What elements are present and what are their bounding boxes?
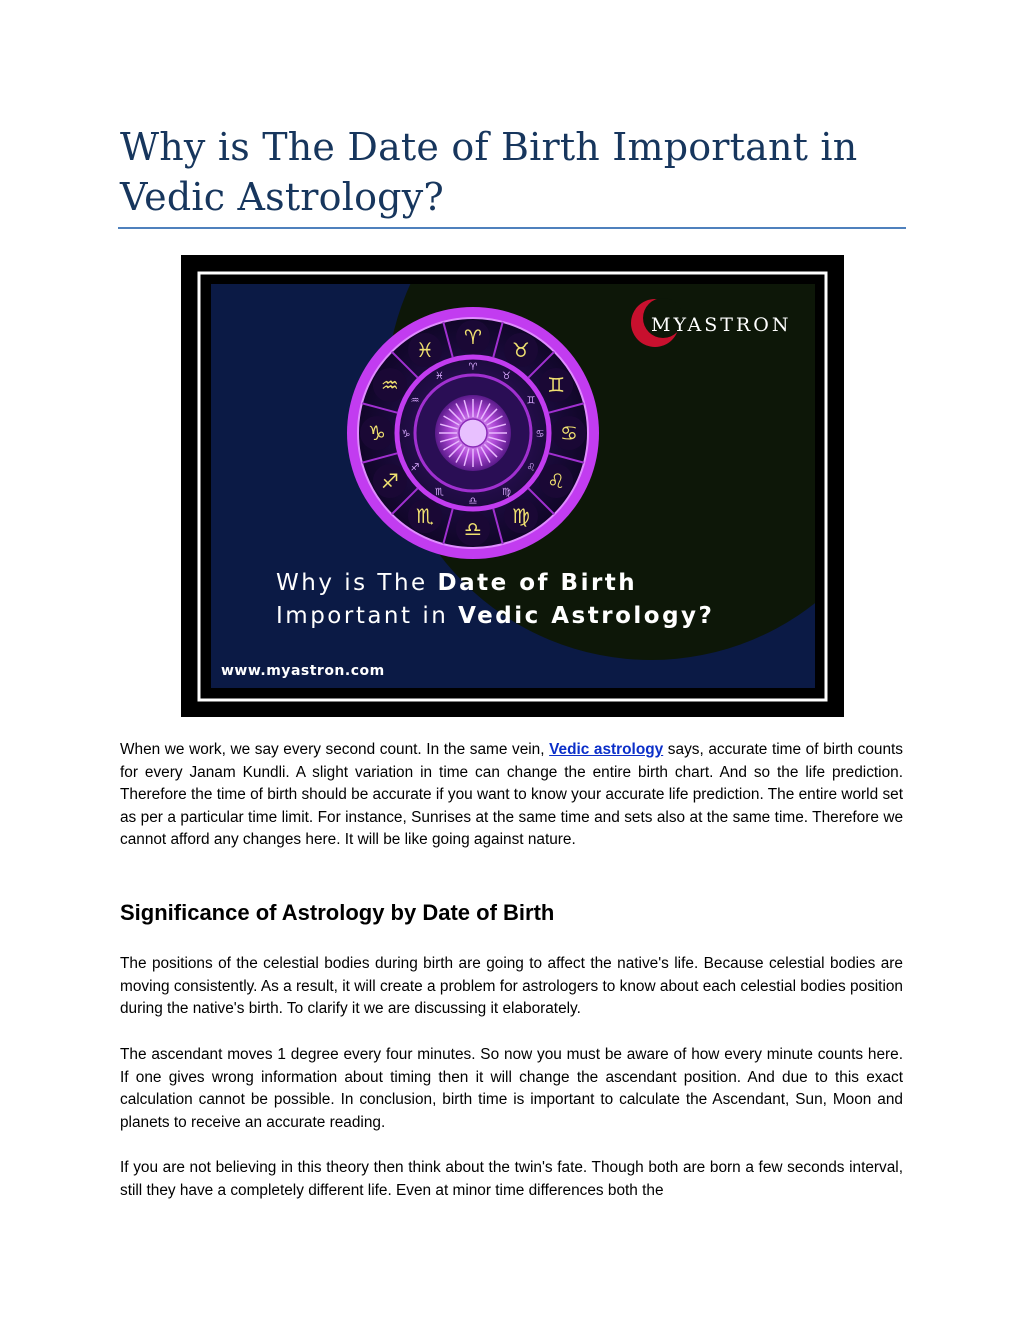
body-paragraph-2: The ascendant moves 1 degree every four minutes. So now you must be aware of how every minute counts here. If one gives wrong information about timing then it will change the ascendant position. And due to this exact calculation cannot be possible. In conclusion, birth time is important to calculate the Ascendant, Sun, Moon and planets to receive an accurate reading. [120,1046,903,1131]
zodiac-sign-icon: ♑ [368,421,386,445]
zodiac-small-sign-icon: ♊ [526,395,536,407]
zodiac-sign-icon: ♐ [380,469,399,493]
zodiac-small-sign-icon: ♏ [435,487,444,499]
intro-text-before: When we work, we say every second count. In the same vein, [120,741,550,758]
zodiac-small-sign-icon: ♒ [410,395,420,407]
zodiac-small-sign-icon: ♑ [401,429,411,440]
section-heading: Significance of Astrology by Date of Birth [120,900,555,925]
hero-headline-bold2: Vedic Astrology? [458,603,715,629]
zodiac-small-sign-icon: ♌ [526,462,536,474]
vedic-astrology-link[interactable]: Vedic astrology [549,741,664,758]
intro-text-after: says, accurate time of birth counts for every Janam Kundli. A slight variation in time can change the entire birth chart. And so the life prediction. Therefore the time of birth should be accurate if you want to know your accurate life prediction. The entire world set as per a particular time limit. For instance, Sunrises at the same time and sets also at the same time. Therefore we cannot afford any changes here. It will be like going against nature. [120,741,903,849]
zodiac-small-sign-icon: ♓ [435,370,444,382]
zodiac-small-sign-icon: ♎ [468,496,478,507]
zodiac-sign-icon: ♓ [416,337,434,362]
zodiac-small-sign-icon: ♈ [468,362,478,373]
hero-headline-line1 [276,570,637,596]
zodiac-sign-icon: ♉ [512,337,530,362]
zodiac-sign-icon: ♋ [560,421,578,445]
zodiac-sign-icon: ♏ [416,504,434,529]
zodiac-small-sign-icon: ♋ [535,429,545,440]
zodiac-wheel [347,307,599,559]
zodiac-small-sign-icon: ♐ [410,462,420,474]
intro-paragraph [120,739,903,852]
sun-face-icon [459,419,487,447]
logo-brand: MYASTRON [651,314,792,336]
zodiac-sign-icon: ♈ [464,325,482,349]
hero-headline-bold1: Date of Birth [437,570,638,596]
hero-headline-part1: Why is The [276,570,438,596]
page-title: Why is The Date of Birth Important in Vedic Astrology? [120,125,858,219]
hero-graphic [181,255,844,717]
zodiac-sign-icon: ♒ [380,373,399,397]
hero-image [181,255,844,717]
zodiac-sign-icon: ♍ [512,504,530,529]
zodiac-small-sign-icon: ♍ [502,487,511,499]
zodiac-sign-icon: ♌ [547,469,566,493]
body-paragraph-3: If you are not believing in this theory then think about the twin's fate. Though both are born a few seconds interval, still they have a completely different life. Even at minor time differences both the [120,1159,903,1199]
hero-url: www.myastron.com [221,663,385,679]
zodiac-sign-icon: ♊ [547,373,566,397]
hero-headline-line2 [276,603,714,629]
zodiac-small-sign-icon: ♉ [502,370,511,382]
title-underline [118,227,906,229]
zodiac-sign-icon: ♎ [464,517,482,541]
hero-headline-part2: Important in [276,603,459,629]
body-paragraph-1: The positions of the celestial bodies during birth are going to affect the native's life. Because celestial bodies are moving consistently. As a result, it will create a problem for astrologers to know about each celestial bodies position during the native's birth. To clarify it we are discussing it elaborately. [120,955,903,1018]
